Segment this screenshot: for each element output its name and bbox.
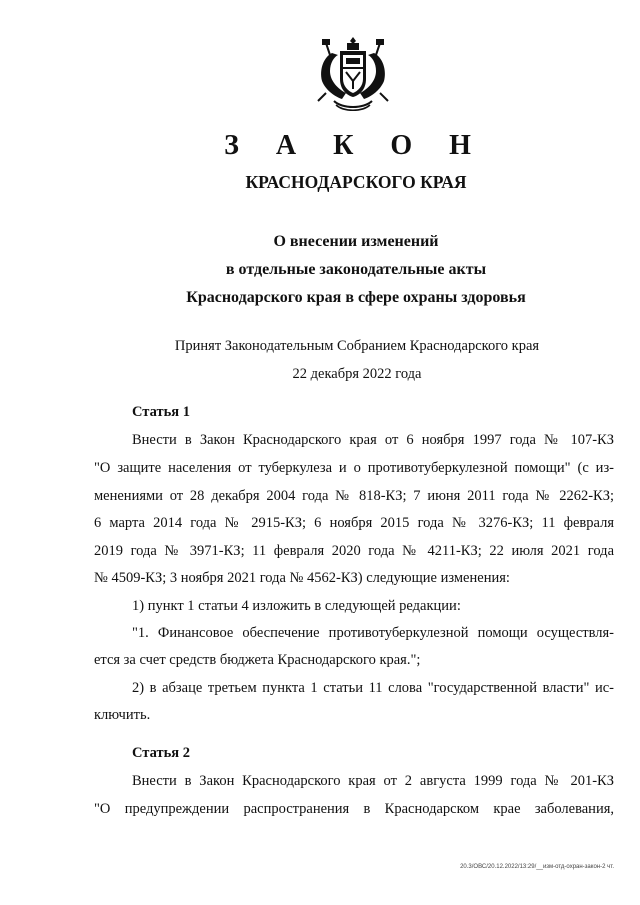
article-2-title: Статья 2 — [132, 745, 190, 761]
article-1-line: № 4509-КЗ; 3 ноября 2021 года № 4562-КЗ) следующие изменения: — [94, 570, 510, 586]
article-1-line: менениями от 28 декабря 2004 года № 818-КЗ; 7 июня 2011 года № 2262-КЗ; — [94, 488, 614, 504]
article-1-line: 2) в абзаце третьем пункта 1 статьи 11 слова "государственной власти" ис- — [132, 680, 614, 696]
coat-of-arms-emblem — [316, 35, 390, 113]
article-1-line: ется за счет средств бюджета Краснодарского края."; — [94, 652, 421, 668]
article-2-line: "О предупреждении распространения в Краснодарском крае заболевания, — [94, 801, 614, 817]
adoption-line: Принят Законодательным Собранием Краснодарского края — [174, 338, 540, 354]
article-2-line: Внести в Закон Краснодарского края от 2 августа 1999 года № 201-КЗ — [132, 773, 614, 789]
article-1-line: ключить. — [94, 707, 151, 723]
law-heading-line: О внесении изменений — [273, 233, 439, 250]
article-1-line: "О защите населения от туберкулеза и о противотуберкулезной помощи" (с из- — [94, 460, 614, 476]
adoption-date: 22 декабря 2022 года — [292, 366, 422, 382]
law-title: З А К О Н — [224, 130, 486, 161]
law-heading-line: в отдельные законодательные акты — [225, 261, 487, 278]
article-1-line: Внести в Закон Краснодарского края от 6 ноября 1997 года № 107-КЗ — [132, 432, 614, 448]
article-1-line: 6 марта 2014 года № 2915-КЗ; 6 ноября 2015 года № 3276-КЗ; 11 февраля — [94, 515, 614, 531]
footer-document-code: 20.3/ОВС/20.12.2022/13:29/__изм-отд-охран-закон-2 чт. — [460, 864, 614, 870]
law-heading-line: Краснодарского края в сфере охраны здоровья — [186, 289, 526, 306]
article-1-line: 2019 года № 3971-КЗ; 11 февраля 2020 года № 4211-КЗ; 22 июля 2021 года — [94, 543, 614, 559]
article-1-line: "1. Финансовое обеспечение противотуберкулезной помощи осуществля- — [132, 625, 614, 641]
law-subtitle: КРАСНОДАРСКОГО КРАЯ — [245, 172, 467, 192]
article-1-line: 1) пункт 1 статьи 4 изложить в следующей редакции: — [132, 598, 461, 614]
article-1-title: Статья 1 — [132, 404, 190, 420]
